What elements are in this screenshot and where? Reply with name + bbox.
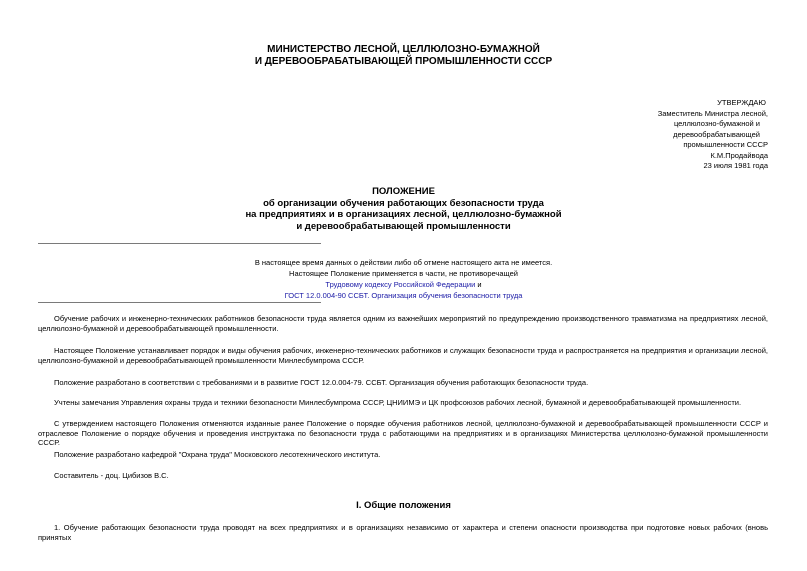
- approval-date: 23 июля 1981 года: [703, 161, 768, 170]
- title-line-3: на предприятиях и в организациях лесной, целлюлозно-бумажной: [245, 209, 562, 220]
- paragraph: [38, 314, 768, 333]
- paragraph-text: С утверждением настоящего Положения отменяются изданные ранее Положение о порядке обучения работников лесной, целлюлозно-бумажной и деревообрабатывающей промышленности СССР и отраслевое Положение о порядке обучения и проведения инструктажа по безопасности труда с работающими на предприятиях и в организациях Министерства целлюлозно-бумажной промышленности СССР.: [38, 419, 768, 447]
- paragraph-text: Обучение рабочих и инженерно-технических работников безопасности труда является одним из важнейших мероприятий по предупреждению производственного травматизма на предприятиях лесной, целлюлозно-бумажной и деревообрабатывающей промышленности.: [38, 314, 768, 333]
- paragraph-text: Составитель - доц. Цибизов В.С.: [54, 471, 169, 480]
- approval-signatory: К.М.Продайвода: [710, 150, 768, 160]
- document-title: [0, 186, 807, 232]
- paragraph: [38, 450, 768, 460]
- paragraph: [38, 378, 768, 388]
- ministry-line-2: И ДЕРЕВООБРАБАТЫВАЮЩЕЙ ПРОМЫШЛЕННОСТИ СССР: [254, 56, 553, 67]
- ministry-line-1: МИНИСТЕРСТВО ЛЕСНОЙ, ЦЕЛЛЮЛОЗНО-БУМАЖНОЙ: [267, 44, 540, 55]
- paragraph-text: Учтены замечания Управления охраны труда и техники безопасности Минлесбумпрома СССР, ЦНИИМЭ и ЦК профсоюзов рабочих лесной, бумажной и деревообрабатывающей промышленности.: [54, 398, 742, 407]
- approval-line: целлюлозно-бумажной и: [673, 119, 760, 128]
- paragraph-text: Положение разработано в соответствии с требованиями и в развитие ГОСТ 12.0.004-79. ССБТ. Организация обучения работающих безопасности труда.: [54, 378, 589, 387]
- paragraph-text: Настоящее Положение устанавливает порядок и виды обучения рабочих, инженерно-технических работников и служащих безопасности труда и распространяется на предприятия и организации лесной, целлюлозно-бумажной и деревообрабатывающей промышленности Минлесбумпрома СССР.: [38, 346, 768, 365]
- gost-link[interactable]: ГОСТ 12.0.004-90 ССБТ. Организация обучения безопасности труда: [284, 291, 523, 300]
- paragraph: [38, 419, 768, 448]
- approval-line: промышленности СССР: [683, 140, 768, 149]
- title-line-1: ПОЛОЖЕНИЕ: [372, 186, 435, 197]
- paragraph: [38, 346, 768, 365]
- notice-link-suffix: и: [475, 280, 482, 289]
- paragraph-text: 1. Обучение работающих безопасности труда проводят на всех предприятиях и в организациях независимо от характера и степени опасности производства при подготовке новых рабочих (вновь принятых: [38, 523, 768, 542]
- approval-heading: УТВЕРЖДАЮ: [717, 98, 766, 107]
- divider-top: [38, 243, 321, 244]
- notice-line-3: [0, 279, 807, 290]
- paragraph: [38, 471, 768, 481]
- title-line-2: об организации обучения работающих безопасности труда: [263, 197, 544, 209]
- section-heading: I. Общие положения: [356, 500, 451, 511]
- notice-line-4: [0, 290, 807, 301]
- approval-block: [608, 98, 768, 172]
- ministry-header: [0, 44, 807, 68]
- paragraph: [38, 523, 768, 542]
- approval-line: Заместитель Министра лесной,: [657, 108, 768, 118]
- title-line-4: и деревообрабатывающей промышленности: [296, 220, 511, 232]
- notice-line-1: В настоящее время данных о действии либо об отмене настоящего акта не имеется.: [254, 258, 553, 267]
- paragraph-text: Положение разработано кафедрой "Охрана труда" Московского лесотехнического института.: [54, 450, 381, 459]
- notice-line-2: Настоящее Положение применяется в части, не противоречащей: [289, 269, 518, 278]
- divider-bottom: [38, 302, 321, 303]
- status-notice: [0, 257, 807, 301]
- paragraph: [38, 398, 768, 408]
- approval-line: деревообрабатывающей: [673, 129, 760, 139]
- labor-code-link[interactable]: Трудовому кодексу Российской Федерации: [325, 280, 476, 289]
